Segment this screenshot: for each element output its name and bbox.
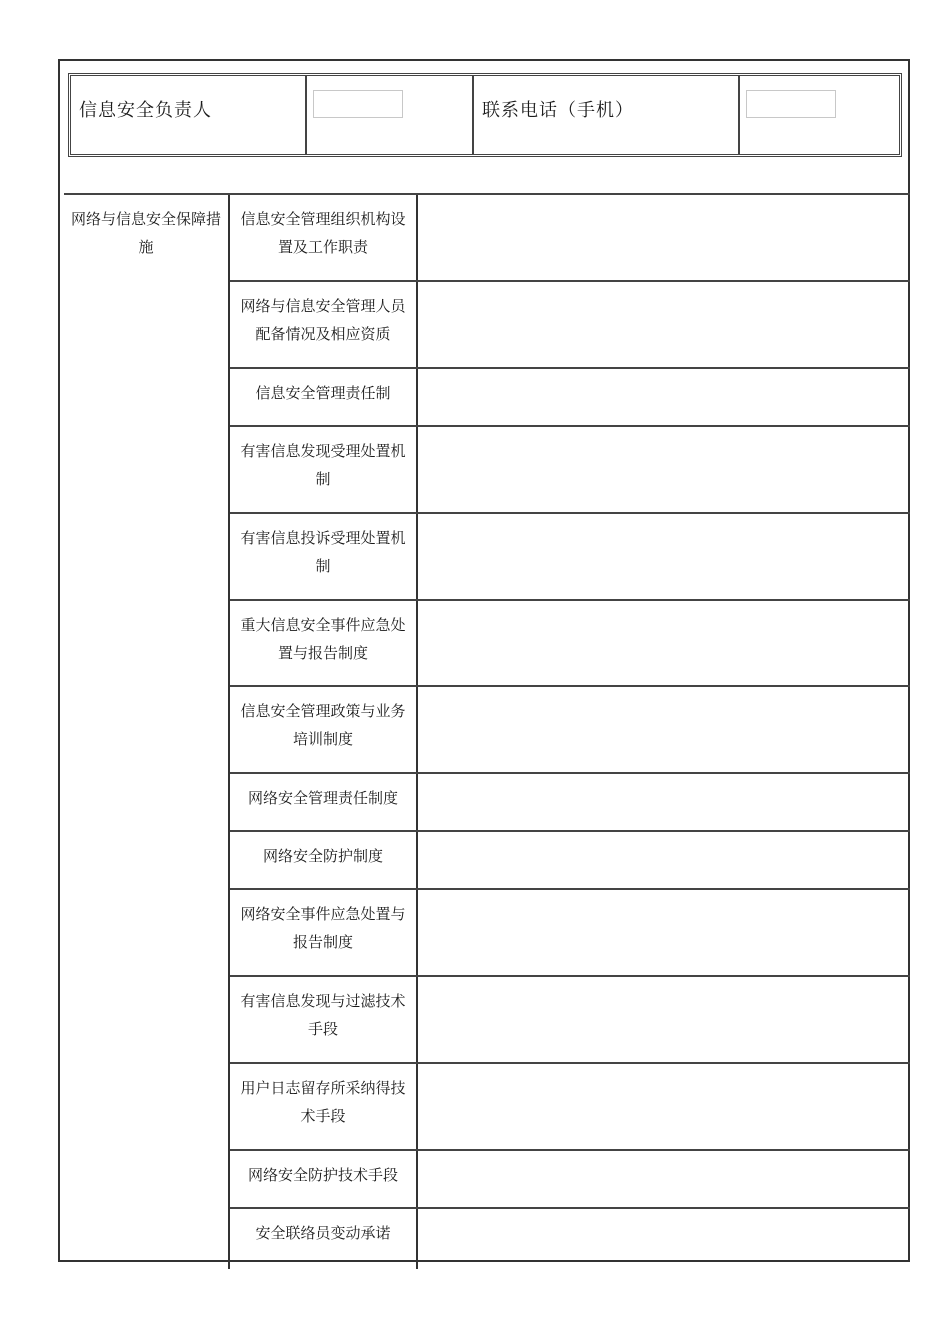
measure-label: 安全联络员变动承诺 xyxy=(230,1209,418,1269)
table-row xyxy=(230,1209,910,1269)
table-row xyxy=(230,890,910,977)
measure-value-field[interactable] xyxy=(418,514,910,599)
phone-label: 联系电话（手机） xyxy=(482,100,634,121)
measure-label: 信息安全管理责任制 xyxy=(230,369,418,425)
phone-value-cell xyxy=(740,76,899,154)
measure-label: 网络与信息安全管理人员配备情况及相应资质 xyxy=(230,282,418,367)
table-row xyxy=(230,369,910,427)
measures-section-cell xyxy=(64,195,230,1269)
table-row xyxy=(230,774,910,832)
measure-label: 网络安全事件应急处置与报告制度 xyxy=(230,890,418,975)
measure-value-field[interactable] xyxy=(418,1151,910,1207)
measure-label: 有害信息发现受理处置机制 xyxy=(230,427,418,512)
measure-label: 网络安全管理责任制度 xyxy=(230,774,418,830)
security-officer-label-cell xyxy=(71,76,307,154)
measure-label: 有害信息投诉受理处置机制 xyxy=(230,514,418,599)
table-row xyxy=(230,1151,910,1209)
table-row xyxy=(230,514,910,601)
measure-value-field[interactable] xyxy=(418,977,910,1062)
measures-table xyxy=(64,193,910,1267)
security-officer-input[interactable] xyxy=(313,90,403,118)
measure-value-field[interactable] xyxy=(418,601,910,685)
measure-value-field[interactable] xyxy=(418,774,910,830)
table-row xyxy=(230,195,910,282)
table-row xyxy=(230,832,910,890)
phone-input[interactable] xyxy=(746,90,836,118)
security-officer-value-cell xyxy=(307,76,474,154)
measure-value-field[interactable] xyxy=(418,832,910,888)
measure-label: 有害信息发现与过滤技术手段 xyxy=(230,977,418,1062)
measure-value-field[interactable] xyxy=(418,282,910,367)
phone-label-cell xyxy=(474,76,740,154)
measure-label: 网络安全防护制度 xyxy=(230,832,418,888)
measure-value-field[interactable] xyxy=(418,427,910,512)
table-row xyxy=(230,601,910,687)
contact-header xyxy=(68,73,902,157)
measure-value-field[interactable] xyxy=(418,1064,910,1149)
measure-label: 信息安全管理政策与业务培训制度 xyxy=(230,687,418,772)
measure-value-field[interactable] xyxy=(418,890,910,975)
measures-section-label: 网络与信息安全保障措施 xyxy=(70,210,221,256)
measure-value-field[interactable] xyxy=(418,687,910,772)
form-frame xyxy=(64,69,904,1261)
security-form xyxy=(58,59,910,1262)
table-row xyxy=(230,427,910,514)
table-row xyxy=(230,282,910,369)
measure-label: 信息安全管理组织机构设置及工作职责 xyxy=(230,195,418,280)
measure-value-field[interactable] xyxy=(418,369,910,425)
measure-value-field[interactable] xyxy=(418,1209,910,1269)
security-officer-label: 信息安全负责人 xyxy=(79,100,212,121)
measure-value-field[interactable] xyxy=(418,195,910,280)
measure-label: 重大信息安全事件应急处置与报告制度 xyxy=(230,601,418,685)
table-row xyxy=(230,977,910,1064)
table-row xyxy=(230,687,910,774)
measure-label: 用户日志留存所采纳得技术手段 xyxy=(230,1064,418,1149)
table-row xyxy=(230,1064,910,1151)
measure-label: 网络安全防护技术手段 xyxy=(230,1151,418,1207)
